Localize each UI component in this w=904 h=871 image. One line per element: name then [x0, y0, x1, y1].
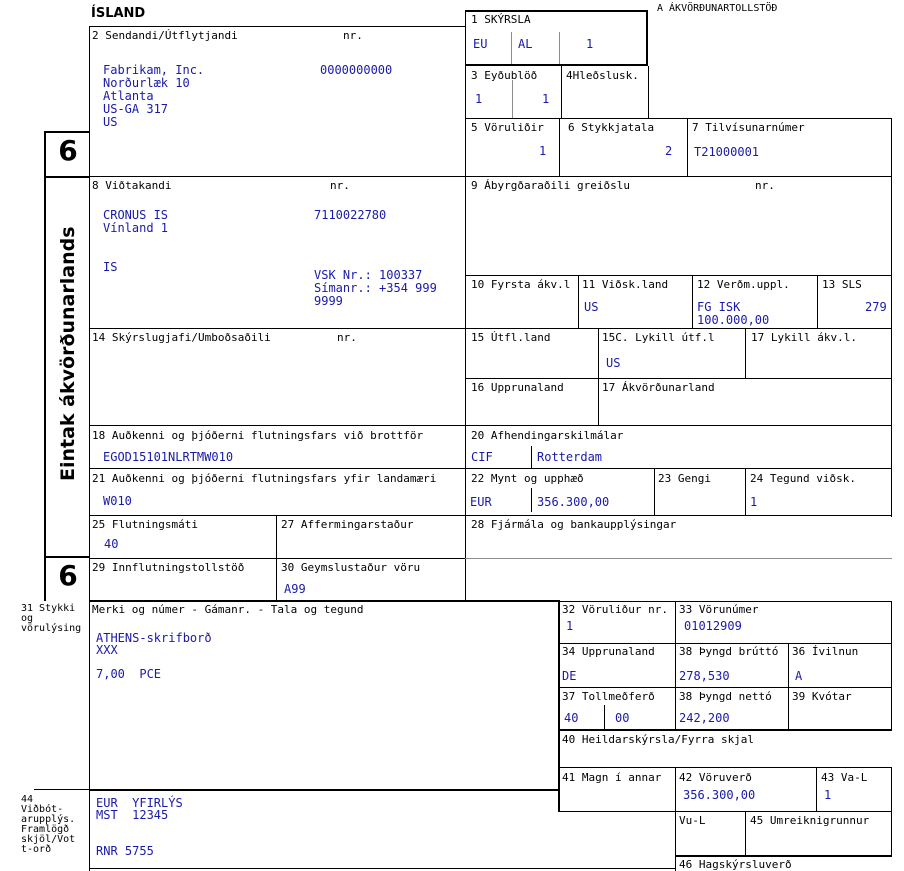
line	[558, 729, 892, 731]
box20-label: 20 Afhendingarskilmálar	[471, 429, 624, 442]
box2-nr-value[interactable]: 0000000000	[320, 63, 393, 77]
box16-label: 16 Upprunaland	[471, 381, 564, 394]
box38-value[interactable]: 242,200	[679, 711, 730, 725]
line	[89, 789, 560, 791]
box18-value[interactable]: EGOD15101NLRTMW010	[103, 450, 234, 464]
box3-value-1[interactable]: 1	[475, 92, 483, 106]
box5-value[interactable]: 1	[539, 144, 547, 158]
box21-label: 21 Auðkenni og þjóðerni flutningsfars yfir landamæri	[92, 472, 437, 485]
box20-value-2[interactable]: Rotterdam	[537, 450, 603, 464]
side-box-left-line	[44, 131, 46, 601]
box9-label: 9 Ábyrgðaraðili greiðslu	[471, 179, 630, 192]
box29-label: 29 Innflutningstollstöð	[92, 561, 245, 574]
box31-side-label: 31 Stykki og vörulýsing	[21, 603, 82, 634]
box3-label: 3 Eyðublöð	[471, 69, 538, 82]
box25-value[interactable]: 40	[104, 537, 119, 551]
line	[891, 601, 892, 730]
box17-label: 17 Ákvörðunarland	[602, 381, 715, 394]
line	[745, 328, 746, 378]
line	[558, 601, 892, 602]
side-box-divider-bottom	[44, 556, 90, 558]
line	[465, 378, 892, 379]
box37-value-2[interactable]: 00	[615, 711, 630, 725]
box35-label: 38 Þyngd brúttó	[679, 645, 779, 658]
line	[559, 118, 560, 176]
line	[816, 767, 817, 812]
line	[89, 558, 466, 559]
box8-label: 8 Viðtakandi	[92, 179, 172, 192]
box33-value[interactable]: 01012909	[684, 619, 742, 633]
box22-value-1[interactable]: EUR	[470, 495, 492, 509]
box11-value[interactable]: US	[584, 300, 599, 314]
line	[465, 64, 648, 66]
box25-label: 25 Flutningsmáti	[92, 518, 198, 531]
box15-label: 15 Útfl.land	[471, 331, 551, 344]
box7-value[interactable]: T21000001	[694, 145, 760, 159]
line	[558, 767, 892, 768]
box35-value[interactable]: 278,530	[679, 669, 730, 683]
line	[465, 10, 648, 12]
box33-label: 33 Vörunúmer	[679, 603, 759, 616]
box40-label: 40 Heildarskýrsla/Fyrra skjal	[562, 733, 755, 746]
box36-value[interactable]: A	[795, 669, 803, 683]
line	[745, 811, 746, 857]
box20-value-1[interactable]: CIF	[471, 450, 493, 464]
box44-side-label: 44 Viðbót- arupplýs. Framlögð skjöl/Vot t-orð	[21, 794, 76, 855]
line	[89, 515, 892, 516]
box-vul-label: Vu-L	[679, 814, 706, 827]
line	[648, 66, 649, 118]
line	[687, 118, 688, 176]
line	[558, 687, 892, 688]
line	[465, 275, 892, 276]
country-title: ÍSLAND	[91, 6, 146, 21]
box24-label: 24 Tegund viðsk.	[750, 472, 856, 485]
box15c-value[interactable]: US	[606, 356, 621, 370]
box28-label: 28 Fjármála og bankaupplýsingar	[471, 518, 677, 531]
box14-label: 14 Skýrslugjafi/Umboðsaðili	[92, 331, 271, 344]
line	[512, 80, 513, 118]
line	[675, 855, 892, 857]
line	[561, 66, 562, 118]
box2-label: 2 Sendandi/Útflytjandi	[92, 29, 238, 42]
line	[465, 558, 892, 559]
box2-address[interactable]: Fabrikam, Inc. Norðurlæk 10 Atlanta US-GA 317 US	[103, 63, 205, 129]
line	[558, 643, 892, 644]
box30-label: 30 Geymslustaður vöru	[281, 561, 421, 574]
box24-value[interactable]: 1	[750, 495, 758, 509]
box31-description[interactable]: ATHENS-skrifborð XXX 7,00 PCE	[96, 631, 212, 681]
box2-nr-label: nr.	[343, 29, 363, 42]
line	[578, 275, 579, 328]
box15c-label: 15C. Lykill útf.l	[602, 331, 715, 344]
box46-label: 46 Hagskýrsluverð	[679, 858, 792, 871]
line	[531, 488, 532, 512]
copy-label: A ÁKVÖRÐUNARTOLLSTÖÐ	[657, 3, 778, 14]
line	[817, 275, 818, 328]
box8-nr-value[interactable]: 7110022780	[314, 208, 387, 222]
box14-nr-label: nr.	[337, 331, 357, 344]
box34-label: 34 Upprunaland	[562, 645, 655, 658]
line	[89, 868, 676, 869]
box37-label: 37 Tollmeðferð	[562, 690, 655, 703]
box38-label: 38 Þyngd nettó	[679, 690, 772, 703]
line	[558, 811, 892, 812]
side-box-top-line	[44, 131, 90, 133]
side-box-divider-top	[44, 176, 90, 178]
box42-value[interactable]: 356.300,00	[683, 788, 756, 802]
line	[89, 26, 466, 27]
line	[89, 176, 892, 177]
box44-value[interactable]: EUR YFIRLÝS MST 12345 RNR 5755	[96, 796, 183, 858]
box7-label: 7 Tilvísunarnúmer	[692, 121, 805, 134]
box30-value[interactable]: A99	[284, 582, 306, 596]
side-copy-caption: Eintak ákvörðunarlands	[57, 226, 79, 481]
box1-label: 1 SKÝRSLA	[471, 13, 531, 26]
line	[891, 118, 892, 517]
box41-label: 41 Magn í annar	[562, 771, 662, 784]
line	[891, 767, 892, 857]
box9-nr-label: nr.	[755, 179, 775, 192]
line	[675, 601, 676, 730]
box36-label: 36 Ívilnun	[792, 645, 859, 658]
line	[465, 118, 892, 119]
box43-value[interactable]: 1	[824, 788, 832, 802]
side-copy-number-top: 6	[58, 134, 78, 167]
line	[89, 600, 560, 602]
line	[745, 468, 746, 516]
box1-value-1[interactable]: EU	[473, 37, 488, 51]
box1-value-3[interactable]: 1	[586, 37, 594, 51]
box13-label: 13 SLS	[822, 278, 862, 291]
box32-value[interactable]: 1	[566, 619, 574, 633]
box8-nr-label: nr.	[330, 179, 350, 192]
box12-label: 12 Verðm.uppl.	[697, 278, 790, 291]
box21-value[interactable]: W010	[103, 494, 132, 508]
form-left-border	[89, 26, 90, 871]
line	[465, 11, 466, 601]
side-copy-number-bottom: 6	[58, 559, 78, 592]
box32-label: 32 Vöruliður nr.	[562, 603, 668, 616]
box27-label: 27 Affermingarstaður	[281, 518, 414, 531]
box43-label: 43 Va-L	[821, 771, 868, 784]
box18-label: 18 Auðkenni og þjóðerni flutningsfars við brottför	[92, 429, 424, 442]
box17a-label: 17 Lykill ákv.l.	[751, 331, 857, 344]
box1-value-2[interactable]: AL	[518, 37, 533, 51]
box5-label: 5 Vöruliðir	[471, 121, 544, 134]
box22-value-2[interactable]: 356.300,00	[537, 495, 610, 509]
box12-value[interactable]: FG ISK 100.000,00	[697, 300, 770, 327]
line	[654, 468, 655, 516]
box22-label: 22 Mynt og upphæð	[471, 472, 584, 485]
line	[646, 10, 648, 66]
line	[558, 729, 560, 812]
line	[89, 328, 892, 329]
box8-address[interactable]: CRONUS IS Vínland 1 IS	[103, 208, 169, 274]
box45-label: 45 Umreiknigrunnur	[750, 814, 870, 827]
box8-vat-phone[interactable]: VSK Nr.: 100337 Símanr.: +354 999 9999	[314, 268, 437, 308]
line	[559, 32, 560, 64]
line	[34, 789, 90, 790]
box11-label: 11 Viðsk.land	[582, 278, 669, 291]
line	[531, 446, 532, 468]
box34-value[interactable]: DE	[562, 669, 577, 683]
box4-label: 4Hleðslusk.	[566, 69, 639, 82]
box3-value-2[interactable]: 1	[542, 92, 550, 106]
box42-label: 42 Vöruverð	[679, 771, 752, 784]
box23-label: 23 Gengi	[658, 472, 711, 485]
line	[511, 32, 512, 64]
line	[558, 601, 560, 730]
box12-value-clip	[692, 296, 817, 327]
box39-label: 39 Kvótar	[792, 690, 852, 703]
line	[598, 328, 599, 425]
box6-label: 6 Stykkjatala	[568, 121, 655, 134]
box37-value-1[interactable]: 40	[564, 711, 579, 725]
line	[604, 705, 605, 730]
line	[89, 468, 892, 469]
box13-value[interactable]: 279	[865, 300, 887, 314]
box10-label: 10 Fyrsta ákv.l	[471, 278, 571, 291]
box6-value[interactable]: 2	[665, 144, 673, 158]
box31-label: Merki og númer - Gámanr. - Tala og tegund	[92, 603, 364, 616]
line	[89, 425, 892, 426]
